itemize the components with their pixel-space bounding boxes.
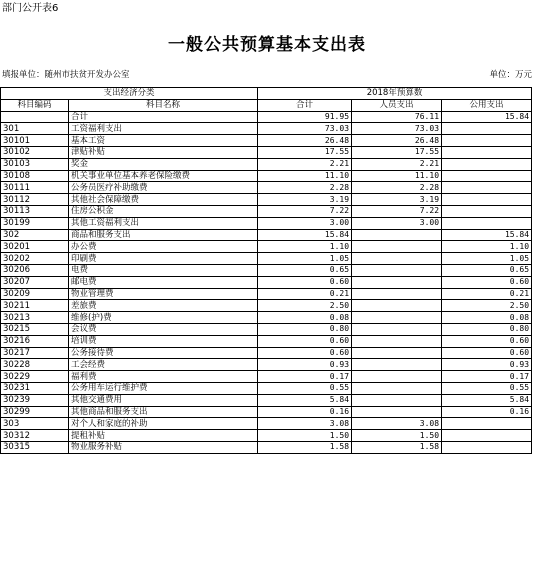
cell-code — [1, 111, 69, 123]
table-row — [1, 170, 532, 182]
cell-total: 0.60 — [258, 347, 352, 359]
document-label: 部门公开表6 — [2, 3, 59, 14]
cell-public — [442, 182, 532, 194]
table-row — [1, 253, 532, 265]
cell-public: 0.55 — [442, 382, 532, 394]
cell-total: 1.58 — [258, 441, 352, 453]
cell-name: 公务员医疗补助缴费 — [69, 182, 258, 194]
cell-code: 30207 — [1, 276, 69, 288]
cell-code: 30228 — [1, 359, 69, 371]
table-row — [1, 158, 532, 170]
cell-public — [442, 205, 532, 217]
cell-personnel: 11.10 — [352, 170, 442, 182]
cell-public: 15.84 — [442, 229, 532, 241]
cell-code: 30229 — [1, 371, 69, 383]
cell-code: 30206 — [1, 264, 69, 276]
cell-public: 0.08 — [442, 312, 532, 324]
cell-name: 电费 — [69, 264, 258, 276]
cell-public — [442, 217, 532, 229]
cell-code: 30102 — [1, 146, 69, 158]
cell-code: 30112 — [1, 194, 69, 206]
cell-total: 2.50 — [258, 300, 352, 312]
cell-total: 1.10 — [258, 241, 352, 253]
cell-public: 2.50 — [442, 300, 532, 312]
cell-personnel: 1.50 — [352, 430, 442, 442]
header-classification: 支出经济分类 — [1, 88, 258, 100]
cell-public — [442, 170, 532, 182]
cell-name: 培训费 — [69, 335, 258, 347]
table-row — [1, 194, 532, 206]
cell-name: 基本工资 — [69, 135, 258, 147]
cell-total: 0.16 — [258, 406, 352, 418]
cell-code: 30111 — [1, 182, 69, 194]
cell-public — [442, 194, 532, 206]
cell-public: 0.60 — [442, 335, 532, 347]
cell-total: 5.84 — [258, 394, 352, 406]
cell-name: 公务用车运行维护费 — [69, 382, 258, 394]
cell-personnel: 2.21 — [352, 158, 442, 170]
cell-code: 30103 — [1, 158, 69, 170]
cell-public: 0.80 — [442, 323, 532, 335]
cell-total: 0.21 — [258, 288, 352, 300]
table-row — [1, 182, 532, 194]
cell-personnel: 3.08 — [352, 418, 442, 430]
table-row — [1, 111, 532, 123]
cell-code: 30209 — [1, 288, 69, 300]
cell-personnel: 26.48 — [352, 135, 442, 147]
cell-personnel — [352, 276, 442, 288]
cell-code: 30199 — [1, 217, 69, 229]
cell-total: 26.48 — [258, 135, 352, 147]
reporting-unit: 填报单位：随州市扶贫开发办公室 — [2, 70, 130, 80]
cell-personnel: 73.03 — [352, 123, 442, 135]
cell-name: 津贴补贴 — [69, 146, 258, 158]
cell-personnel: 1.58 — [352, 441, 442, 453]
table-row — [1, 135, 532, 147]
cell-name: 物业服务补贴 — [69, 441, 258, 453]
table-row — [1, 430, 532, 442]
cell-personnel — [352, 229, 442, 241]
cell-code: 30312 — [1, 430, 69, 442]
cell-name: 机关事业单位基本养老保险缴费 — [69, 170, 258, 182]
cell-public: 15.84 — [442, 111, 532, 123]
cell-total: 11.10 — [258, 170, 352, 182]
cell-total: 3.00 — [258, 217, 352, 229]
cell-personnel — [352, 312, 442, 324]
table-row — [1, 205, 532, 217]
cell-personnel: 3.19 — [352, 194, 442, 206]
cell-personnel — [352, 371, 442, 383]
cell-code: 30108 — [1, 170, 69, 182]
cell-code: 30231 — [1, 382, 69, 394]
cell-public: 0.65 — [442, 264, 532, 276]
cell-personnel — [352, 300, 442, 312]
cell-total: 2.21 — [258, 158, 352, 170]
cell-total: 2.28 — [258, 182, 352, 194]
cell-public — [442, 146, 532, 158]
table-row — [1, 123, 532, 135]
cell-code: 301 — [1, 123, 69, 135]
cell-public — [442, 418, 532, 430]
header-total: 合计 — [258, 99, 352, 111]
cell-total: 7.22 — [258, 205, 352, 217]
table-row — [1, 406, 532, 418]
cell-name: 维修(护)费 — [69, 312, 258, 324]
cell-name: 福利费 — [69, 371, 258, 383]
cell-personnel — [352, 335, 442, 347]
cell-public — [442, 430, 532, 442]
cell-name: 印刷费 — [69, 253, 258, 265]
table-row — [1, 288, 532, 300]
cell-personnel: 7.22 — [352, 205, 442, 217]
cell-total: 0.93 — [258, 359, 352, 371]
cell-total: 0.08 — [258, 312, 352, 324]
header-name: 科目名称 — [69, 99, 258, 111]
cell-public: 0.16 — [442, 406, 532, 418]
header-code: 科目编码 — [1, 99, 69, 111]
unit-label: 单位：万元 — [489, 70, 532, 80]
cell-name: 合计 — [69, 111, 258, 123]
table-row — [1, 323, 532, 335]
cell-name: 办公费 — [69, 241, 258, 253]
cell-code: 30113 — [1, 205, 69, 217]
cell-name: 提租补贴 — [69, 430, 258, 442]
cell-public: 0.93 — [442, 359, 532, 371]
header-personnel: 人员支出 — [352, 99, 442, 111]
cell-total: 0.80 — [258, 323, 352, 335]
cell-code: 30211 — [1, 300, 69, 312]
cell-code: 303 — [1, 418, 69, 430]
page-title: 一般公共预算基本支出表 — [168, 35, 366, 55]
cell-total: 91.95 — [258, 111, 352, 123]
cell-code: 30239 — [1, 394, 69, 406]
cell-name: 住房公积金 — [69, 205, 258, 217]
cell-total: 0.65 — [258, 264, 352, 276]
table-row — [1, 312, 532, 324]
cell-personnel: 2.28 — [352, 182, 442, 194]
cell-personnel — [352, 382, 442, 394]
cell-public: 0.17 — [442, 371, 532, 383]
table-row — [1, 371, 532, 383]
cell-total: 3.08 — [258, 418, 352, 430]
cell-code: 30299 — [1, 406, 69, 418]
cell-personnel — [352, 359, 442, 371]
cell-public: 5.84 — [442, 394, 532, 406]
cell-personnel — [352, 253, 442, 265]
cell-personnel — [352, 323, 442, 335]
cell-name: 物业管理费 — [69, 288, 258, 300]
cell-public — [442, 441, 532, 453]
cell-total: 0.17 — [258, 371, 352, 383]
cell-code: 30216 — [1, 335, 69, 347]
cell-personnel — [352, 347, 442, 359]
cell-public: 0.60 — [442, 347, 532, 359]
table-row — [1, 300, 532, 312]
table-row — [1, 229, 532, 241]
cell-name: 会议费 — [69, 323, 258, 335]
cell-total: 1.50 — [258, 430, 352, 442]
cell-public: 1.10 — [442, 241, 532, 253]
cell-personnel: 17.55 — [352, 146, 442, 158]
header-row-top — [1, 88, 532, 100]
table-row — [1, 441, 532, 453]
cell-personnel — [352, 264, 442, 276]
cell-personnel: 76.11 — [352, 111, 442, 123]
cell-name: 对个人和家庭的补助 — [69, 418, 258, 430]
cell-code: 30315 — [1, 441, 69, 453]
cell-code: 30201 — [1, 241, 69, 253]
header-row-columns — [1, 99, 532, 111]
cell-code: 30215 — [1, 323, 69, 335]
cell-name: 邮电费 — [69, 276, 258, 288]
budget-table — [0, 87, 532, 454]
cell-personnel — [352, 394, 442, 406]
cell-name: 其他工资福利支出 — [69, 217, 258, 229]
cell-name: 工会经费 — [69, 359, 258, 371]
header-public: 公用支出 — [442, 99, 532, 111]
cell-name: 其他社会保障缴费 — [69, 194, 258, 206]
table-row — [1, 347, 532, 359]
table-row — [1, 335, 532, 347]
table-row — [1, 382, 532, 394]
cell-name: 商品和服务支出 — [69, 229, 258, 241]
cell-public — [442, 158, 532, 170]
cell-code: 30217 — [1, 347, 69, 359]
table-row — [1, 241, 532, 253]
cell-total: 1.05 — [258, 253, 352, 265]
cell-public — [442, 135, 532, 147]
cell-name: 公务接待费 — [69, 347, 258, 359]
cell-name: 工资福利支出 — [69, 123, 258, 135]
cell-total: 0.55 — [258, 382, 352, 394]
table-row — [1, 276, 532, 288]
cell-public: 1.05 — [442, 253, 532, 265]
table-row — [1, 264, 532, 276]
header-budget-year: 2018年预算数 — [258, 88, 532, 100]
table-row — [1, 394, 532, 406]
cell-public: 0.21 — [442, 288, 532, 300]
cell-personnel — [352, 406, 442, 418]
table-row — [1, 418, 532, 430]
cell-name: 其他商品和服务支出 — [69, 406, 258, 418]
cell-total: 0.60 — [258, 276, 352, 288]
cell-name: 奖金 — [69, 158, 258, 170]
cell-personnel — [352, 241, 442, 253]
table-row — [1, 359, 532, 371]
cell-public — [442, 123, 532, 135]
cell-name: 差旅费 — [69, 300, 258, 312]
cell-code: 30101 — [1, 135, 69, 147]
cell-total: 3.19 — [258, 194, 352, 206]
cell-public: 0.60 — [442, 276, 532, 288]
cell-total: 15.84 — [258, 229, 352, 241]
cell-total: 17.55 — [258, 146, 352, 158]
cell-personnel — [352, 288, 442, 300]
table-row — [1, 146, 532, 158]
cell-name: 其他交通费用 — [69, 394, 258, 406]
cell-personnel: 3.00 — [352, 217, 442, 229]
cell-total: 73.03 — [258, 123, 352, 135]
cell-code: 30213 — [1, 312, 69, 324]
cell-code: 302 — [1, 229, 69, 241]
cell-code: 30202 — [1, 253, 69, 265]
cell-total: 0.60 — [258, 335, 352, 347]
table-row — [1, 217, 532, 229]
